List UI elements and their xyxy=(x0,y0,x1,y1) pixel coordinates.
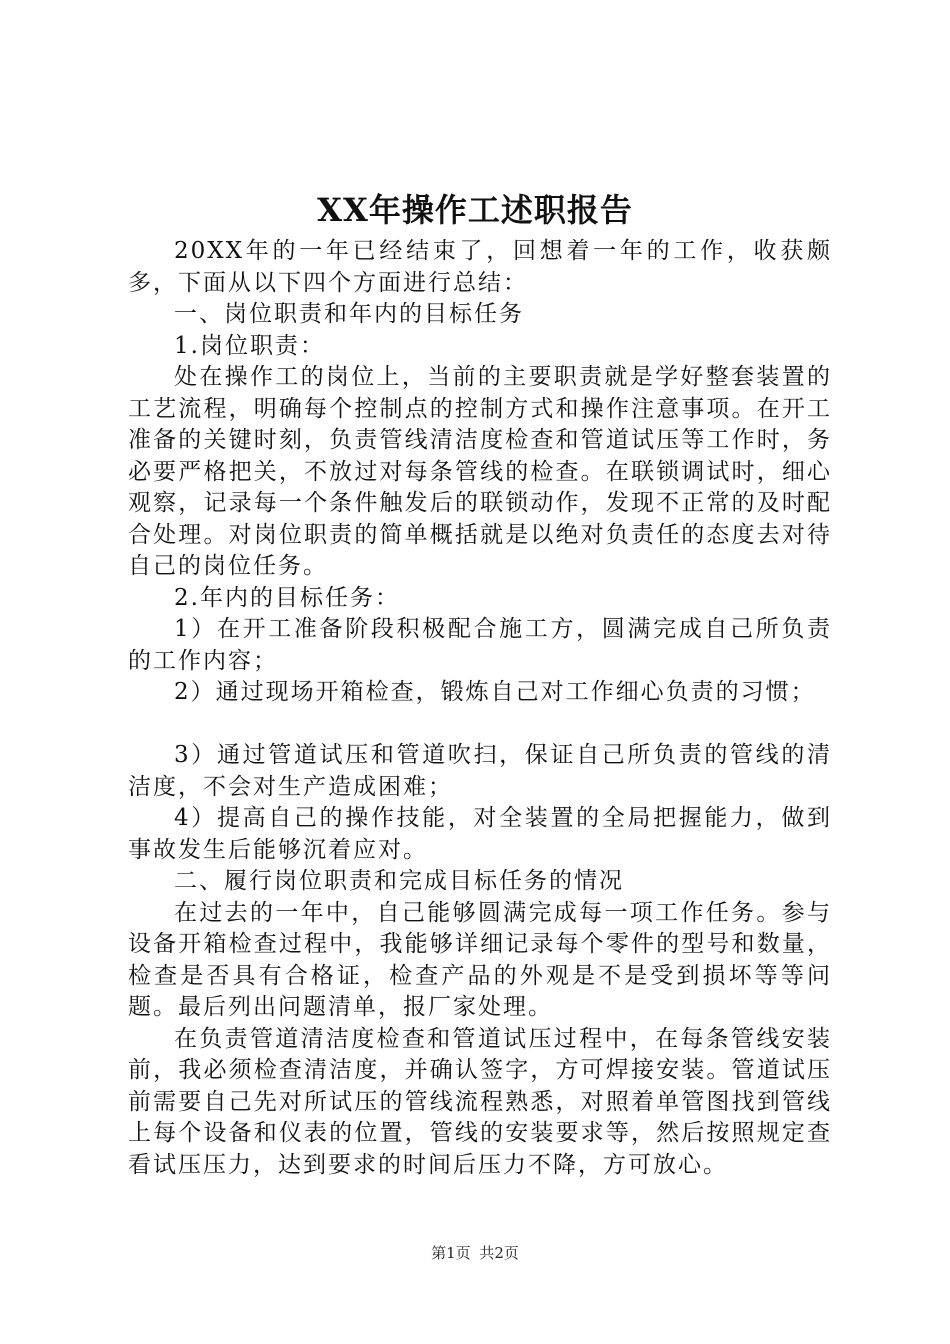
document-body xyxy=(128,236,832,1181)
blank-line xyxy=(128,709,832,741)
paragraph-inspection: 在过去的一年中，自己能够圆满完成每一项工作任务。参与设备开箱检查过程中，我能够详细记录每个零件的型号和数量，检查是否具有合格证，检查产品的外观是不是受到损坏等等问题。最后列出问题清单，报厂家处理。 xyxy=(128,899,832,1020)
list-item-goal-3: 3）通过管道试压和管道吹扫，保证自己所负责的管线的清洁度，不会对生产造成困难； xyxy=(128,742,832,800)
list-item-goal-1: 1）在开工准备阶段积极配合施工方，圆满完成自己所负责的工作内容； xyxy=(128,616,832,674)
subheading-duties: 1.岗位职责： xyxy=(174,332,325,359)
document-title: XX年操作工述职报告 xyxy=(317,191,633,229)
page-total: 共2页 xyxy=(479,1244,519,1262)
list-item-goal-4: 4）提高自己的操作技能，对全装置的全局把握能力，做到事故发生后能够沉着应对。 xyxy=(128,805,832,863)
page-number: 第1页 xyxy=(431,1244,471,1262)
section-heading-2: 二、履行岗位职责和完成目标任务的情况 xyxy=(174,868,624,894)
paragraph-intro: 20XX年的一年已经结束了，回想着一年的工作，收获颇多，下面从以下四个方面进行总结： xyxy=(128,238,832,296)
list-item-goal-2: 2）通过现场开箱检查，锻炼自己对工作细心负责的习惯； xyxy=(174,679,816,705)
subheading-goals: 2.年内的目标任务： xyxy=(174,584,400,611)
page-footer xyxy=(0,1243,950,1263)
paragraph-pressure-test: 在负责管道清洁度检查和管道试压过程中，在每条管线安装前，我必须检查清洁度，并确认签字，方可焊接安装。管道试压前需要自己先对所试压的管线流程熟悉，对照着单管图找到管线上每个设备和仪表的位置，管线的安装要求等，然后按照规定查看试压压力，达到要求的时间后压力不降，方可放心。 xyxy=(128,1025,832,1178)
section-heading-1: 一、岗位职责和年内的目标任务 xyxy=(174,301,524,327)
paragraph-duties: 处在操作工的岗位上，当前的主要职责就是学好整套装置的工艺流程，明确每个控制点的控制方式和操作注意事项。在开工准备的关键时刻，负责管线清洁度检查和管道试压等工作时，务必要严格把关，不放过对每条管线的检查。在联锁调试时，细心观察，记录每一个条件触发后的联锁动作，发现不正常的及时配合处理。对岗位职责的简单概括就是以绝对负责任的态度去对待自己的岗位任务。 xyxy=(128,364,832,579)
